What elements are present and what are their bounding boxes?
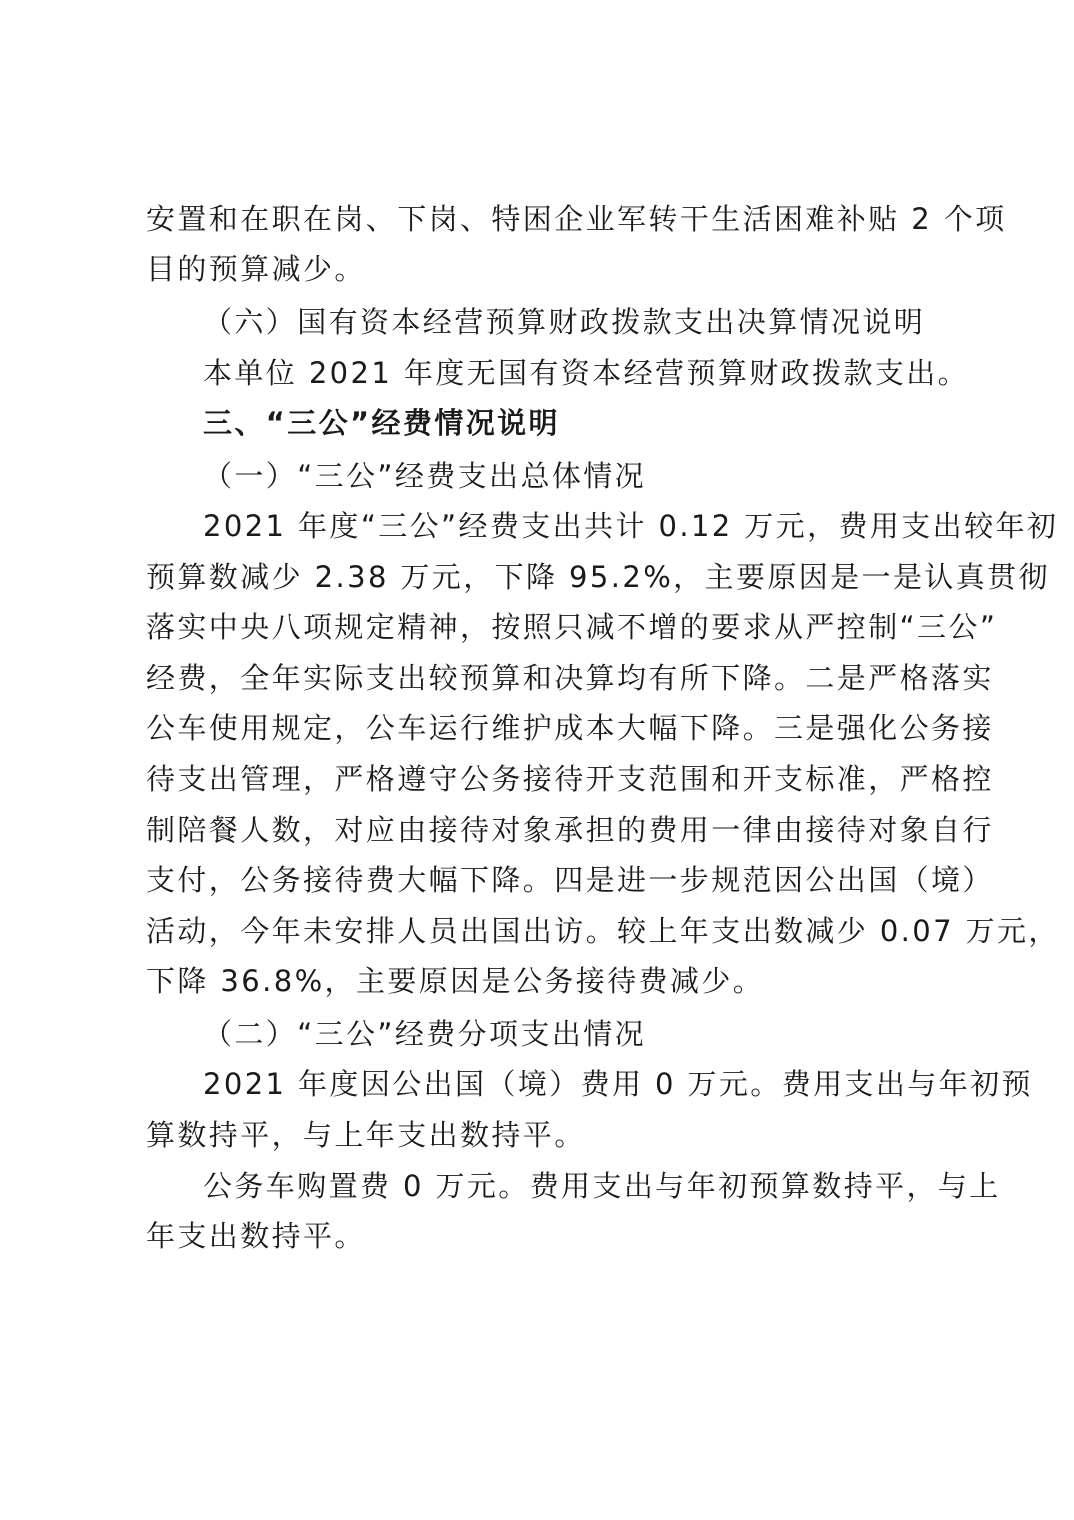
paragraph-line: 算数持平，与上年支出数持平。 xyxy=(146,1118,586,1152)
section-heading: （六）国有资本经营预算财政拨款支出决算情况说明 xyxy=(203,305,926,339)
paragraph-line: 活动，今年未安排人员出国出访。较上年支出数减少 0.07 万元， xyxy=(146,914,1060,948)
paragraph-line: 支付，公务接待费大幅下降。四是进一步规范因公出国（境） xyxy=(146,863,994,897)
paragraph-line: 下降 36.8%，主要原因是公务接待费减少。 xyxy=(146,964,765,998)
paragraph-line: 2021 年度因公出国（境）费用 0 万元。费用支出与年初预 xyxy=(203,1067,1033,1101)
paragraph-line: 预算数减少 2.38 万元，下降 95.2%，主要原因是一是认真贯彻 xyxy=(146,560,1050,594)
paragraph-line: 经费，全年实际支出较预算和决算均有所下降。二是严格落实 xyxy=(146,661,994,695)
paragraph-line: 年支出数持平。 xyxy=(146,1219,366,1253)
paragraph-line: 目的预算减少。 xyxy=(146,252,366,286)
paragraph-line: 落实中央八项规定精神，按照只减不增的要求从严控制“三公” xyxy=(146,610,998,644)
paragraph-line: 公务车购置费 0 万元。费用支出与年初预算数持平，与上 xyxy=(203,1169,1001,1203)
paragraph-line: 待支出管理，严格遵守公务接待开支范围和开支标准，严格控 xyxy=(146,762,994,796)
paragraph-line: 公车使用规定，公车运行维护成本大幅下降。三是强化公务接 xyxy=(146,711,994,745)
paragraph-line: 2021 年度“三公”经费支出共计 0.12 万元，费用支出较年初 xyxy=(203,509,1059,543)
section-heading: 三、“三公”经费情况说明 xyxy=(203,406,560,440)
paragraph-line: 本单位 2021 年度无国有资本经营预算财政拨款支出。 xyxy=(203,356,970,390)
paragraph-line: 安置和在职在岗、下岗、特困企业军转干生活困难补贴 2 个项 xyxy=(146,202,1007,236)
section-heading: （二）“三公”经费分项支出情况 xyxy=(203,1017,647,1051)
paragraph-line: 制陪餐人数，对应由接待对象承担的费用一律由接待对象自行 xyxy=(146,813,994,847)
section-heading: （一）“三公”经费支出总体情况 xyxy=(203,459,647,493)
